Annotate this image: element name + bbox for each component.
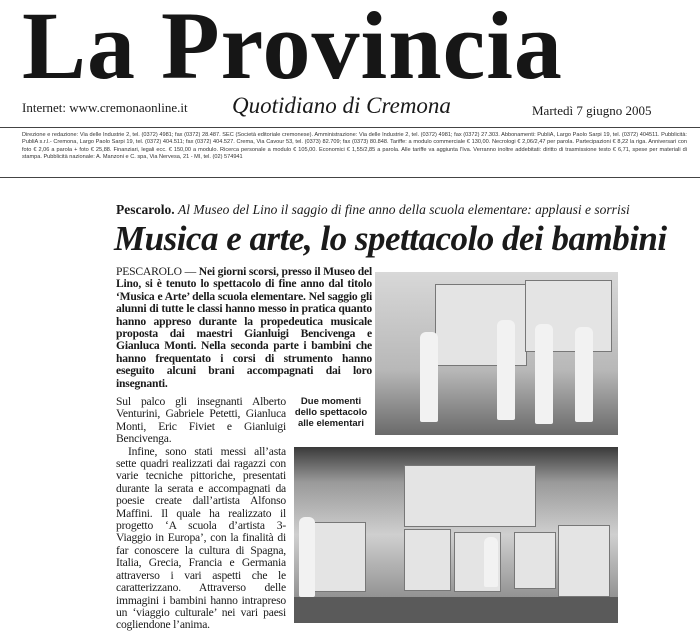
body-paragraph: Sul palco gli insegnanti Alberto Venturini, Gabriele Petetti, Gianluca Monti, Eric Fiviet e Gianluigi Bencivenga. [116, 395, 286, 446]
photo-children-on-stage [375, 272, 618, 435]
imprint-text: Direzione e redazione: Via delle Industrie 2, tel. (0372) 4981; fax (0372) 28.487. SEC (Società editoriale cremonese). Amministrazione: Via delle Industrie 2, tel. (0372) 4981; fax (0372) 27.303. Abbonamenti: PubliA, Largo Paolo Sarpi 19, tel. (0372) 404511. Pubblicità: PubliA s.r.l.- Cremona, Largo Paolo Sarpi 19, tel. (0372) 404.511; fax (0372) 404.527. Crema, Via Cavour 53, tel. (0373) 82.709; fax (0373) 80.848. Tariffe: a modulo commerciale € 130,00. Necrologi € 2,06/2,47 per parola. Partecipazioni € 8,22 la riga. Anniversari con foto € 2,06 a parola + foto € 25,88. Finanziari, legali ecc. € 150,00 a modulo. Ricerca personale a modulo € 105,00. Economici € 1,55/2,85 a parola. Alle tariffe va aggiunta l'Iva. Verranno inoltre addebitati: diritto di trasmissione testo € 6,71, spese per materiali di stampa. Pubblicità nazionale: A. Manzoni e C. spa, Via Nervesa, 21 - MI, tel. (02) 574941 [22, 132, 687, 161]
kicker-place: Pescarolo. [116, 202, 175, 217]
photo-children-with-paintings [294, 447, 618, 623]
divider [0, 177, 700, 178]
photo-caption: Due momenti dello spettacolo alle elementari [294, 396, 368, 429]
article-body [116, 396, 286, 632]
body-paragraph: Infine, sono stati messi all’asta sette quadri realizzati dai ragazzi con varie tecniche pittoriche, presentati durante la serata e accompagnati da poesie create dall’artista Alfonso Maffini. Il quale ha realizzato il progetto ‘A scuola d’artista 3- Viaggio in Europa’, con la finalità di far conoscere la cultura di Spagna, Italia, Grecia, Francia e Germania attraverso i vari aspetti che le caratterizzano. Attraverso delle immagini i bambini hanno intrapreso un ‘viaggio culturale’ nei vari paesi cogliendone l’anima. [116, 444, 286, 632]
dateline: PESCAROLO — [116, 265, 199, 278]
newspaper-subtitle: Quotidiano di Cremona [232, 93, 451, 118]
kicker-text: Al Museo del Lino il saggio di fine anno della scuola elementare: applausi e sorrisi [177, 202, 630, 217]
lead-text: Nei giorni scorsi, presso il Museo del Lino, si è tenuto lo spettacolo di fine anno dal titolo ‘Musica e Arte’ della scuola elementare. Nel saggio gli alunni di tutte le classi hanno messo in pratica quanto hanno appreso durante la propedeutica musicale proposta dai maestri Gianluigi Bencivenga e Gianluca Monti. Nella seconda parte i bambini che hanno frequentato i corsi di strumento hanno eseguito alcuni brani accompagnati dai loro insegnanti. [116, 265, 372, 390]
article-headline: Musica e arte, lo spettacolo dei bambini [114, 219, 667, 258]
website-line: Internet: www.cremonaonline.it [22, 100, 188, 115]
article-lead-paragraph [116, 266, 372, 390]
newspaper-masthead: La Provincia [22, 0, 563, 99]
article-kicker [116, 202, 630, 217]
divider [0, 127, 700, 128]
issue-date: Martedì 7 giugno 2005 [532, 103, 652, 118]
